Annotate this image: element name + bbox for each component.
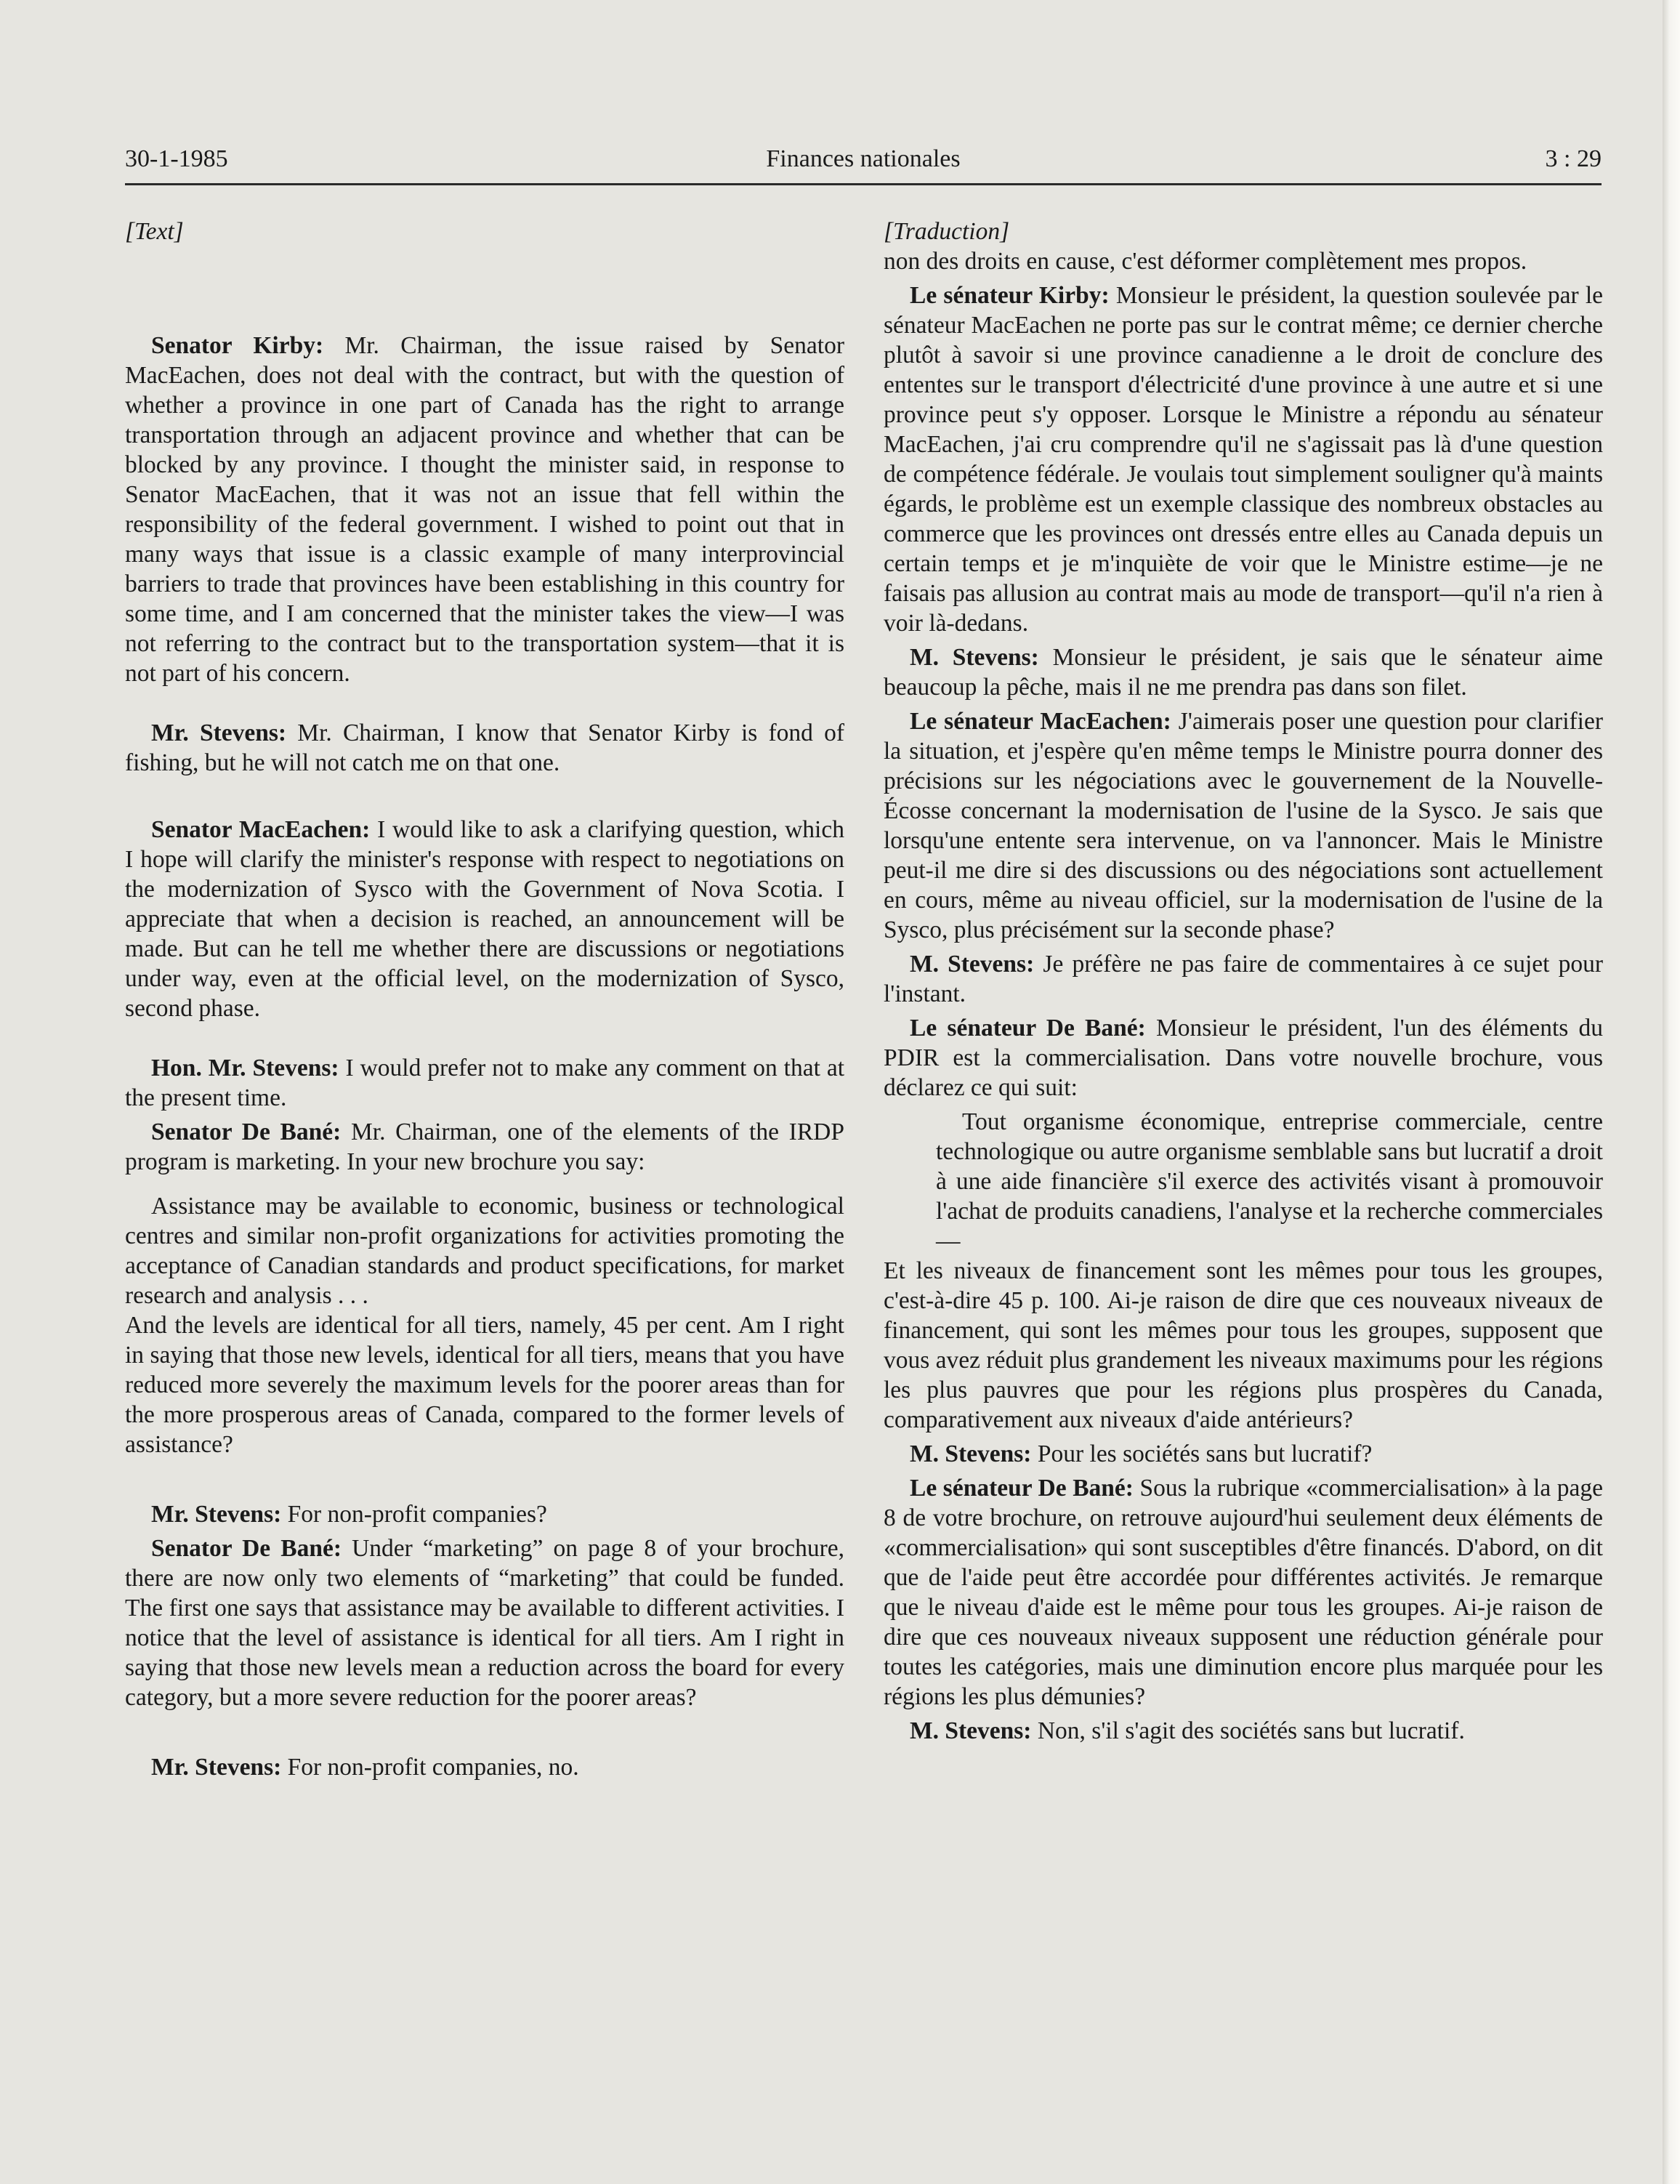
block-quote-fr: Tout organisme économique, entreprise commerciale, centre technologique ou autre organisme semblable sans but lucratif a droit à une aide financière s'il exerce des activités visant à promouvoir l'achat de produits canadiens, l'analyse et la recherche commerciales— [936, 1108, 1603, 1254]
speaker-maceachen-fr: Le sénateur MacEachen: [910, 708, 1171, 735]
speech-stevens-3: For non-profit companies? [287, 1501, 547, 1528]
speech-stevens-4-fr: Non, s'il s'agit des sociétés sans but lucratif. [1037, 1717, 1465, 1744]
speech-debane-1-fr: Monsieur le président, l'un des éléments du PDIR est la commercialisation. Dans votre nouvelle brochure, vous déclarez ce qui suit: [884, 1015, 1603, 1101]
speaker-maceachen: Senator MacEachen: [151, 816, 371, 843]
paragraph-maceachen-fr [884, 706, 1603, 945]
header-title: Finances nationales [766, 145, 961, 172]
speaker-stevens-1-fr: M. Stevens: [910, 644, 1039, 671]
running-header [125, 145, 1602, 182]
block-quote: Assistance may be available to economic, business or technological centres and similar non-profit organizations for activities promoting the acceptance of Canadian standards and product specifications, for market research and analysis . . . [125, 1193, 844, 1309]
speech-debane-2: Under “marketing” on page 8 of your brochure, there are now only two elements of “marketing” that could be funded. The first one says that assistance may be available to different activities. I notice that the level of assistance is identical for all tiers. Am I right in saying that those new levels mean a reduction across the board for every category, but a more severe reduction for the poorer areas? [125, 1535, 844, 1711]
paragraph-stevens-1-fr [884, 642, 1603, 702]
paragraph-stevens-3-fr [884, 1439, 1603, 1469]
speech-stevens-1: Mr. Chairman, I know that Senator Kirby is fond of fishing, but he will not catch me on that one. [125, 720, 844, 776]
paragraph-stevens-3 [125, 1499, 844, 1529]
speech-stevens-2: I would prefer not to make any comment on that at the present time. [125, 1055, 845, 1111]
speech-debane-2-fr: Sous la rubrique «commercialisation» à la page 8 de votre brochure, on retrouve aujourd'hui seulement deux éléments de «commercialisation» qui sont susceptibles d'être financés. D'abord, on dit que de l'aide peut être accordée pour différentes activités. Je remarque que le niveau d'aide est le même pour tous les groupes. Ai-je raison de dire que ces nouveaux niveaux supposent une réduction générale pour toutes les catégories, mais une diminution encore plus marquée pour les régions les plus démunies? [884, 1475, 1604, 1710]
paragraph-stevens-2 [125, 1053, 844, 1113]
english-column [125, 217, 844, 1782]
paragraph-kirby-fr [884, 281, 1603, 638]
header-rule [125, 183, 1602, 185]
speaker-debane-2-fr: Le sénateur De Bané: [910, 1475, 1134, 1502]
paragraph-debane-2-fr [884, 1473, 1603, 1712]
speaker-kirby: Senator Kirby: [151, 332, 324, 359]
speaker-debane-1: Senator De Bané: [151, 1119, 342, 1145]
paragraph-stevens-4-fr [884, 1716, 1603, 1746]
speech-kirby-fr: Monsieur le président, la question soulevée par le sénateur MacEachen ne porte pas sur le contrat même; ce dernier cherche plutôt à savoir si une province canadienne a le droit de conclure des ententes sur le transport d'électricité d'une province à une autre et si une province peut s'y opposer. Lorsque le Ministre a répondu au sénateur MacEachen, j'ai cru comprendre qu'il ne s'agissait pas là d'une question de compétence fédérale. Je voulais tout simplement souligner qu'à maints égards, le problème est un exemple classique des nombreux obstacles au commerce que les provinces ont dressés entre elles au Canada depuis un certain temps et je m'inquiète de voir que le Ministre estime—je ne faisais pas allusion au contrat mais au mode de transport—qu'il n'a rien à voir là-dedans. [884, 282, 1603, 637]
speech-stevens-3-fr: Pour les sociétés sans but lucratif? [1037, 1440, 1373, 1467]
speech-maceachen: I would like to ask a clarifying question, which I hope will clarify the minister's response with respect to negotiations on the modernization of Sysco with the Government of Nova Scotia. I appreciate that when a decision is reached, an announcement will be made. But can he tell me whether there are discussions or negotiations under way, even at the official level, on the modernization of Sysco, second phase. [125, 816, 844, 1022]
speaker-stevens-4-fr: M. Stevens: [910, 1717, 1032, 1744]
speaker-stevens-2: Hon. Mr. Stevens: [151, 1055, 339, 1081]
speech-kirby: Mr. Chairman, the issue raised by Senator MacEachen, does not deal with the contract, but with the question of whether a province in one part of Canada has the right to arrange transportation through an adjacent province and whether that can be blocked by any province. I thought the minister said, in response to Senator MacEachen, that it was not an issue that fell within the responsibility of the federal government. I wished to point out that in many ways that issue is a classic example of many interprovincial barriers to trade that provinces have been establishing in this country for some time, and I am concerned that the minister takes the view—I was not referring to the contract but to the transportation system—that it is not part of his concern. [125, 332, 844, 687]
speech-stevens-2-fr: Je préfère ne pas faire de commentaires à ce sujet pour l'instant. [884, 951, 1604, 1007]
paragraph-debane-1 [125, 1117, 844, 1177]
traduction-label: [Traduction] [884, 218, 1010, 245]
speaker-stevens-2-fr: M. Stevens: [910, 951, 1035, 978]
paragraph-debane-2 [125, 1534, 844, 1712]
paragraph-debane-1-fr [884, 1013, 1603, 1103]
speech-maceachen-fr: J'aimerais poser une question pour clarifier la situation, et j'espère qu'en même temps le Ministre pourra donner des précisions sur les négociations avec le gouvernement de la Nouvelle-Écosse concernant la modernisation de l'usine de la Sysco. Je sais que lorsqu'une entente sera intervenue, on va l'annoncer. Mais le Ministre peut-il me dire si des discussions ou des négociations sont actuellement en cours, même au niveau officiel, sur la modernisation de l'usine de la Sysco, plus précisément sur la seconde phase? [884, 708, 1603, 943]
paragraph-after-quote: And the levels are identical for all tiers, namely, 45 per cent. Am I right in saying that those new levels, identical for all tiers, means that you have reduced more severely the maximum levels for the poorer areas than for the more prosperous areas of Canada, compared to the former levels of assistance? [125, 1312, 844, 1458]
paragraph-stevens-2-fr [884, 949, 1603, 1009]
paragraph-kirby [125, 331, 844, 688]
speaker-debane-2: Senator De Bané: [151, 1535, 342, 1562]
speaker-kirby-fr: Le sénateur Kirby: [910, 282, 1110, 309]
paragraph-maceachen [125, 815, 844, 1023]
header-date: 30-1-1985 [125, 145, 228, 172]
text-label: [Text] [125, 218, 184, 245]
paragraph-stevens-1 [125, 718, 844, 778]
speech-debane-1: Mr. Chairman, one of the elements of the IRDP program is marketing. In your new brochure you say: [125, 1119, 845, 1175]
speech-stevens-4: For non-profit companies, no. [287, 1754, 579, 1781]
paragraph-after-quote-fr: Et les niveaux de financement sont les mêmes pour tous les groupes, c'est-à-dire 45 p. 100. Ai-je raison de dire que ces nouveaux niveaux de financement, qui sont les mêmes pour tous les groupes, supposent que vous avez réduit plus grandement les niveaux maximums pour les régions les plus pauvres que pour les régions plus prospères du Canada, comparativement aux niveaux d'aide antérieurs? [884, 1257, 1603, 1433]
header-page-number: 3 : 29 [1545, 145, 1602, 172]
speaker-debane-1-fr: Le sénateur De Bané: [910, 1015, 1146, 1041]
paragraph-stevens-4 [125, 1752, 844, 1782]
paragraph-continuation: non des droits en cause, c'est déformer complètement mes propos. [884, 248, 1527, 275]
speaker-stevens-4: Mr. Stevens: [151, 1754, 282, 1781]
speech-stevens-1-fr: Monsieur le président, je sais que le sénateur aime beaucoup la pêche, mais il ne me prendra pas dans son filet. [884, 644, 1604, 701]
french-column [884, 217, 1603, 1746]
page-edge [1663, 0, 1680, 2184]
speaker-stevens-3-fr: M. Stevens: [910, 1440, 1032, 1467]
speaker-stevens-1: Mr. Stevens: [151, 720, 287, 746]
speaker-stevens-3: Mr. Stevens: [151, 1501, 282, 1528]
